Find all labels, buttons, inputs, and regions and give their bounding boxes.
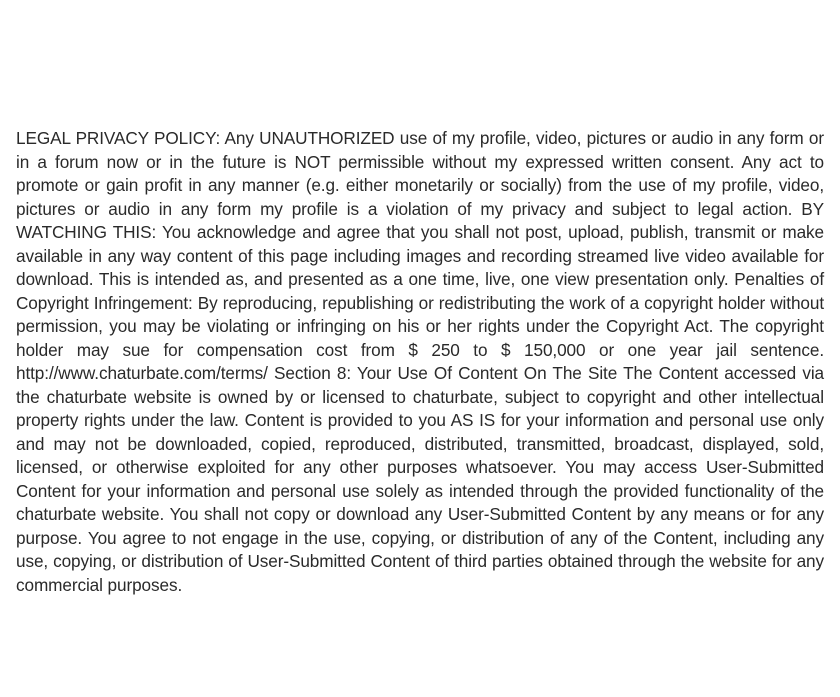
legal-privacy-notice: LEGAL PRIVACY POLICY: Any UNAUTHORIZED use of my profile, video, pictures or audio in any form or in a forum now or in the future is NOT permissible without my expressed written consent. Any act to promote or gain profit in any manner (e.g. either monetarily or socially) from the use of my profile, video, pictures or audio in any form my profile is a violation of my privacy and subject to legal action. BY WATCHING THIS: You acknowledge and agree that you shall not post, upload, publish, transmit or make available in any way content of this page including images and recording streamed live video available for download. This is intended as, and presented as a one time, live, one view presentation only. Penalties of Copyright Infringement: By reproducing, republishing or redistributing the work of a copyright holder without permission, you may be violating or infringing on his or her rights under the Copyright Act. The copyright holder may sue for compensation cost from $ 250 to $ 150,000 or one year jail sentence. http://www.chaturbate.com/terms/ Section 8: Your Use Of Content On The Site The Content accessed via the chaturbate website is owned by or licensed to chaturbate, subject to copyright and other intellectual property rights under the law. Content is provided to you AS IS for your information and personal use only and may not be downloaded, copied, reproduced, distributed, transmitted, broadcast, displayed, sold, licensed, or otherwise exploited for any other purposes whatsoever. You may access User-Submitted Content for your information and personal use solely as intended through the provided functionality of the chaturbate website. You shall not copy or download any User-Submitted Content by any means or for any purpose. You agree to not engage in the use, copying, or distribution of any of the Content, including any use, copying, or distribution of User-Submitted Content of third parties obtained through the website for any commercial purposes. bbox=[16, 128, 824, 595]
